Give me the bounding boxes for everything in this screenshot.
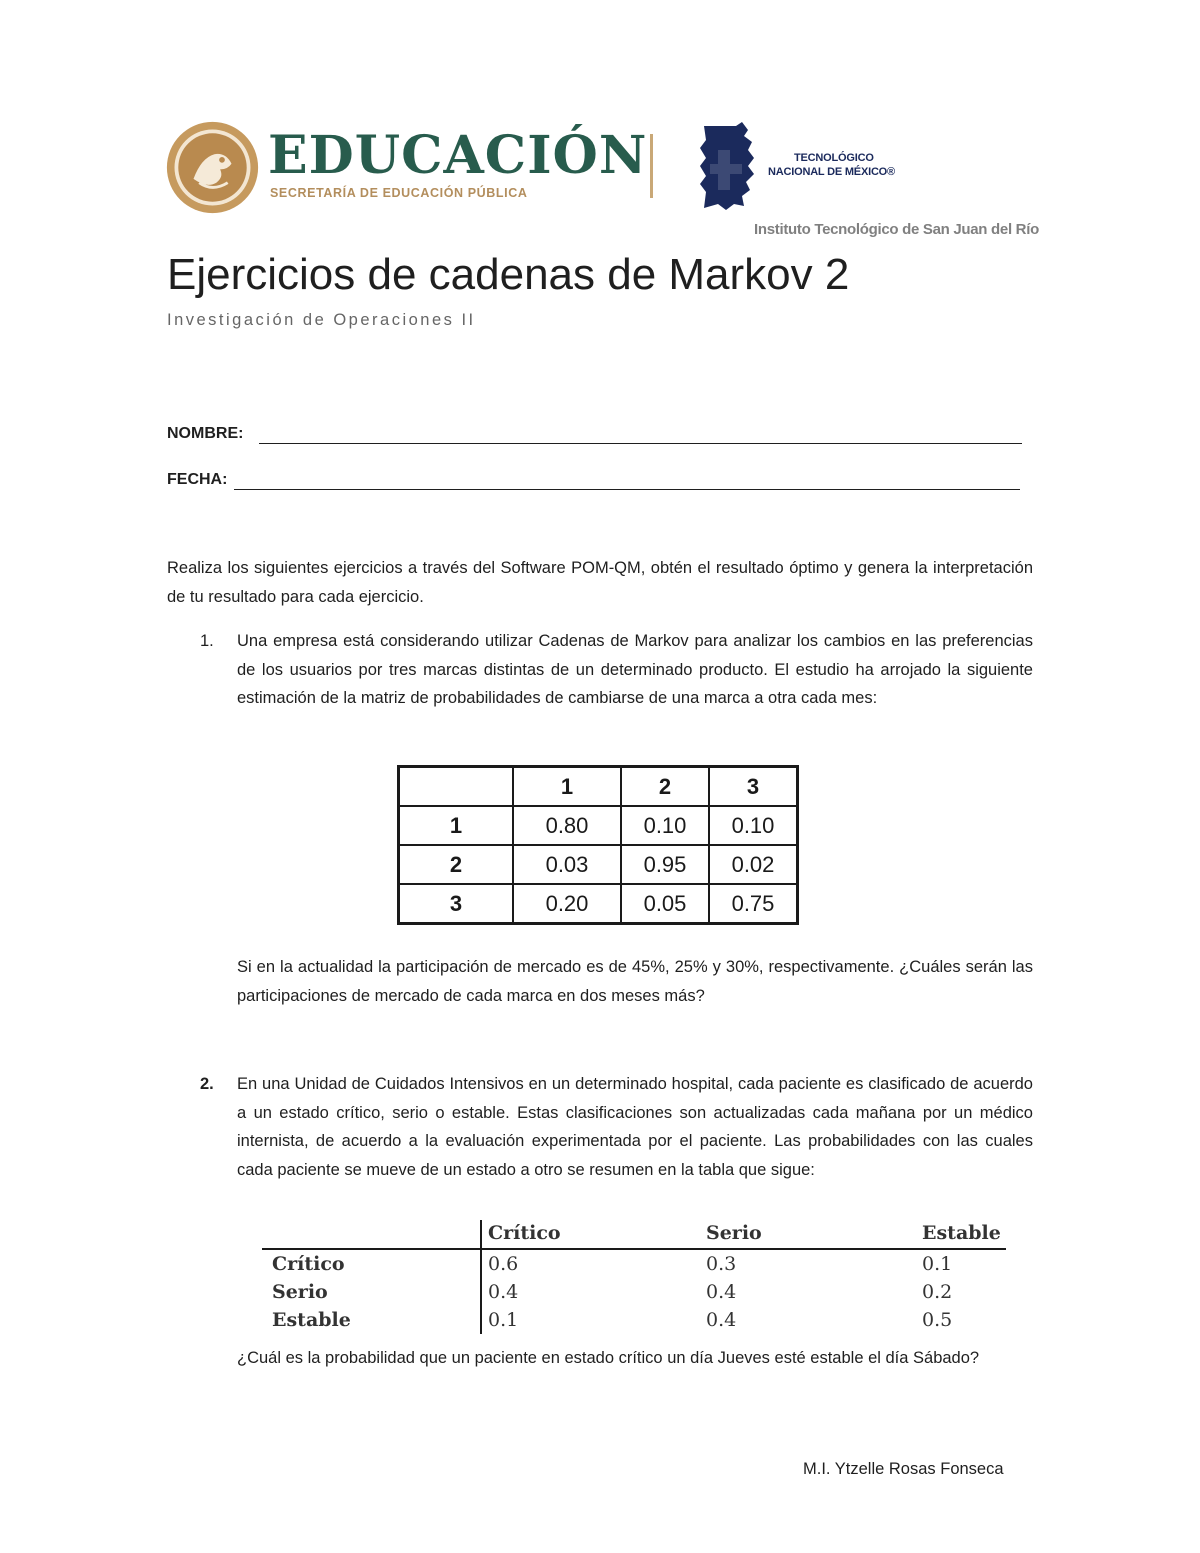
transition-matrix-table <box>397 765 799 925</box>
column-header: Estable <box>922 1222 1001 1244</box>
intro-paragraph: Realiza los siguientes ejercicios a través del Software POM-QM, obtén el resultado óptimo y genera la interpretación de tu resultado para cada ejercicio. <box>167 559 1033 606</box>
table-header-cell: 1 <box>513 767 621 807</box>
table-cell: 0.10 <box>709 806 798 845</box>
icu-transition-table <box>262 1218 1008 1336</box>
table-cell: 0.4 <box>488 1281 519 1303</box>
table-row <box>399 884 798 924</box>
table-cell: 0.75 <box>709 884 798 924</box>
table-cell: 0.4 <box>706 1281 737 1303</box>
table-header-row <box>399 767 798 807</box>
table-cell: 0.5 <box>922 1309 953 1331</box>
exercise-1-number: 1. <box>200 632 214 650</box>
column-header: Crítico <box>488 1222 561 1244</box>
page-title: Ejercicios de cadenas de Markov 2 <box>167 250 850 299</box>
row-label: 1 <box>399 806 514 845</box>
table-cell: 0.03 <box>513 845 621 884</box>
row-label: Estable <box>272 1309 351 1331</box>
sep-subtitle: SECRETARÍA DE EDUCACIÓN PÚBLICA <box>270 186 528 200</box>
name-label: NOMBRE: <box>167 425 244 442</box>
author-footer: M.I. Ytzelle Rosas Fonseca <box>803 1460 1004 1478</box>
table-rule <box>480 1220 482 1334</box>
row-label: Crítico <box>272 1253 345 1275</box>
table-rule <box>262 1248 1006 1250</box>
table-cell: 0.10 <box>621 806 709 845</box>
table-cell: 0.20 <box>513 884 621 924</box>
mexico-seal-logo <box>165 120 260 215</box>
table-cell: 0.1 <box>922 1253 953 1275</box>
tecnm-line1: TECNOLÓGICO <box>794 152 874 164</box>
row-label: 2 <box>399 845 514 884</box>
table-cell: 0.80 <box>513 806 621 845</box>
table-cell: 0.95 <box>621 845 709 884</box>
table-header-cell: 3 <box>709 767 798 807</box>
date-field[interactable] <box>234 489 1020 490</box>
exercise-2-text: En una Unidad de Cuidados Intensivos en un determinado hospital, cada paciente es clasificado de acuerdo a un estado crítico, serio o estable. Estas clasificaciones son actualizadas cada mañana por un médico internista, de acuerdo a la evaluación experimentada por el paciente. Las probabilidades con las cuales cada paciente se mueve de un estado a otro se resumen en la tabla que sigue: <box>237 1075 1033 1179</box>
table-cell: 0.05 <box>621 884 709 924</box>
exercise-2-question: ¿Cuál es la probabilidad que un paciente en estado crítico un día Jueves esté estable el día Sábado? <box>237 1349 980 1367</box>
exercise-2-number: 2. <box>200 1075 214 1093</box>
institute-name: Instituto Tecnológico de San Juan del Río <box>754 221 1039 238</box>
page-subtitle: Investigación de Operaciones II <box>167 311 476 329</box>
tecnm-gear-logo <box>696 120 756 212</box>
header-divider <box>650 134 653 198</box>
table-cell: 0.1 <box>488 1309 519 1331</box>
exercise-1-question: Si en la actualidad la participación de mercado es de 45%, 25% y 30%, respectivamente. ¿Cuáles serán las participaciones de mercado de cada marca en dos meses más? <box>237 958 1033 1005</box>
tecnm-name <box>768 151 895 179</box>
educacion-title: EDUCACIÓN <box>268 125 648 186</box>
row-label: 3 <box>399 884 514 924</box>
name-field[interactable] <box>259 443 1022 444</box>
exercise-1-text: Una empresa está considerando utilizar Cadenas de Markov para analizar los cambios en las preferencias de los usuarios por tres marcas distintas de un determinado producto. El estudio ha arrojado la siguiente estimación de la matriz de probabilidades de cambiarse de una marca a otra cada mes: <box>237 632 1033 707</box>
table-header-cell: 2 <box>621 767 709 807</box>
tecnm-line2: NACIONAL DE MÉXICO® <box>768 166 895 178</box>
table-cell <box>399 767 514 807</box>
row-label: Serio <box>272 1281 328 1303</box>
table-row <box>399 806 798 845</box>
table-cell: 0.6 <box>488 1253 519 1275</box>
table-row <box>399 845 798 884</box>
column-header: Serio <box>706 1222 762 1244</box>
date-label: FECHA: <box>167 471 228 488</box>
table-cell: 0.4 <box>706 1309 737 1331</box>
table-cell: 0.2 <box>922 1281 953 1303</box>
table-cell: 0.02 <box>709 845 798 884</box>
table-cell: 0.3 <box>706 1253 737 1275</box>
